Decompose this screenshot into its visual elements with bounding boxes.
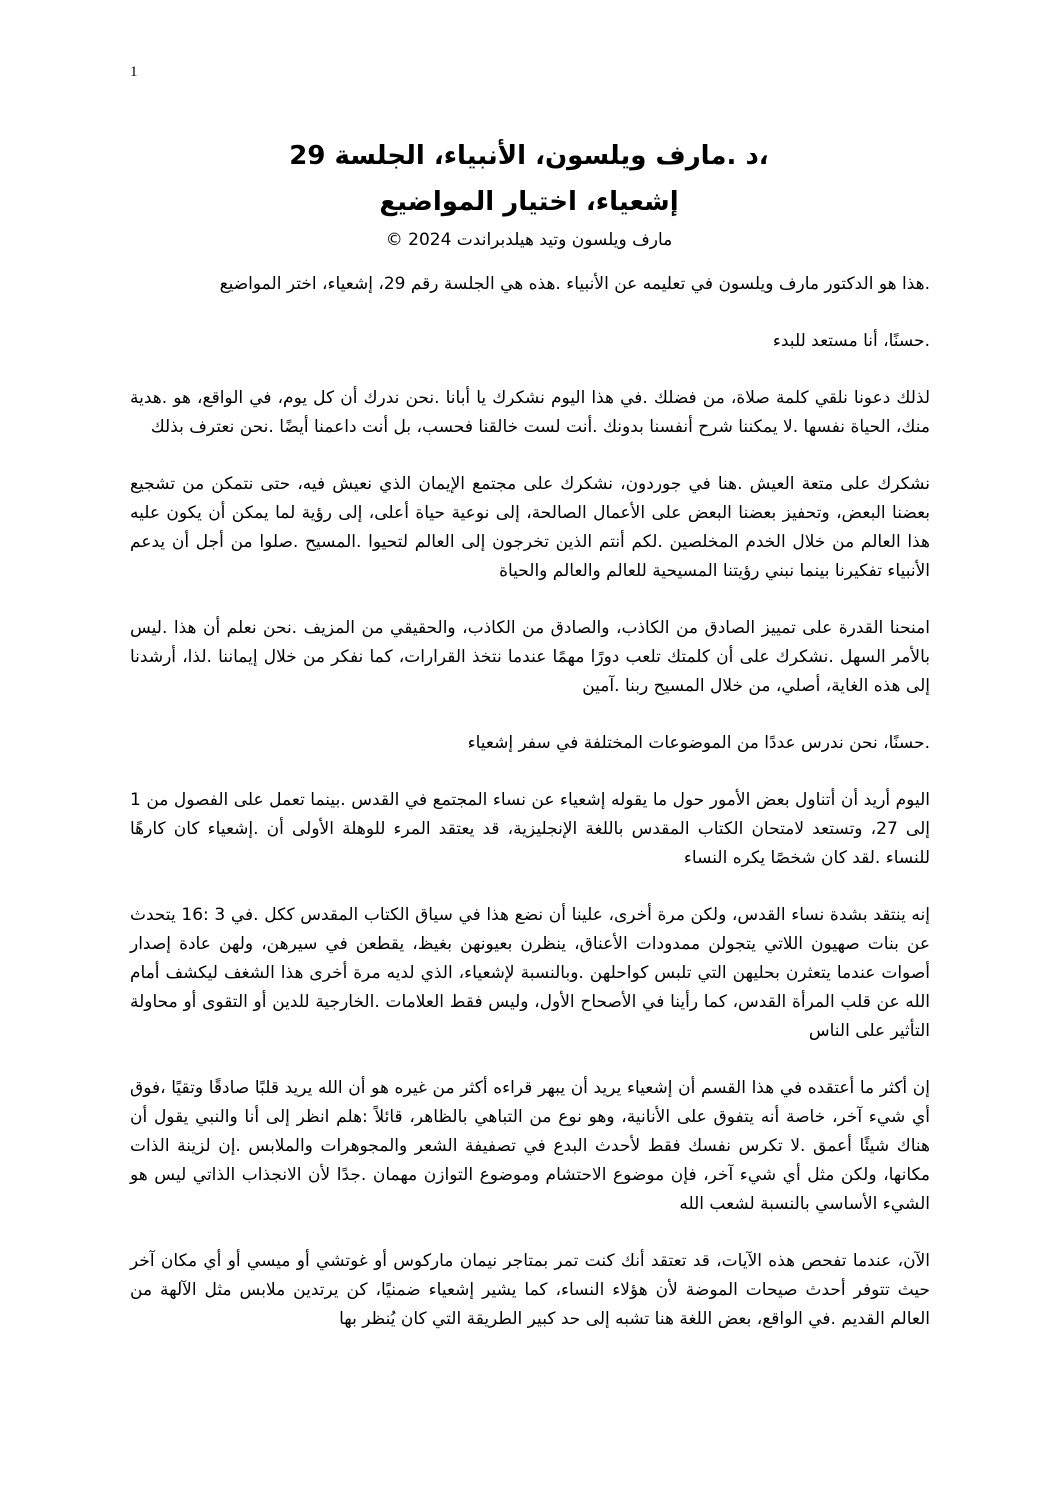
document-body bbox=[130, 270, 930, 1362]
paragraph-isaiah-3-16: إنه ينتقد بشدة نساء القدس، ولكن مرة أخرى، علينا أن نضع هذا في سياق الكتاب المقدس ككل .في 3 :16 يتحدث عن بنات صهيون اللاتي يتجولن ممدودات الأعناق، ينظرن بعيونهن بغيظ، يقطعن في سيرهن، ولهن عادة إصدار أصوات عندما يتعثرن بحليهن التي تلبس كواحلهن .وبالنسبة لإشعياء، الذي لديه مرة أخرى هذا الشغف ليكشف أمام الله عن قلب المرأة القدس، كما رأينا في الأصحاح الأول، وليس فقط العلامات .الخارجية للدين أو التقوى أو محاولة التأثير على الناس bbox=[130, 905, 930, 1041]
paragraph-prayer-3: امنحنا القدرة على تمييز الصادق من الكاذب، والصادق من الكاذب، والحقيقي من المزيف .نحن نعلم أن هذا .ليس بالأمر السهل .نشكرك على أن كلمتك تلعب دورًا مهمًا عندما نتخذ القرارات، كما نفكر من خلال إيماننا .لذا، أرشدنا إلى هذه الغاية، أصلي، من خلال المسيح ربنا .آمين bbox=[130, 618, 930, 696]
document-header bbox=[140, 133, 918, 253]
paragraph-ready: .حسنًا، أنا مستعد للبدء bbox=[772, 331, 930, 351]
document-title-line-1: ،د .مارف ويلسون، الأنبياء، الجلسة 29 bbox=[289, 141, 769, 171]
paragraph-prayer-2: نشكرك على متعة العيش .هنا في جوردون، نشكرك على مجتمع الإيمان الذي نعيش فيه، حتى نتمكن من تشجيع بعضنا البعض، وتحفيز بعضنا البعض على الأعمال الصالحة، إلى نوعية حياة أعلى، إلى رؤية لما يمكن أن يكون عليه هذا العالم من خلال الخدم المخلصين .لكم أنتم الذين تخرجون إلى العالم لتحيوا .المسيح .صلوا من أجل أن يدعم الأنبياء تفكيرنا بينما نبني رؤيتنا المسيحية للعالم والعالم والحياة bbox=[130, 474, 930, 581]
paragraph-topics: .حسنًا، نحن ندرس عددًا من الموضوعات المختلفة في سفر إشعياء bbox=[467, 733, 930, 753]
document-title-line-2: إشعياء، اختيار المواضيع bbox=[379, 187, 679, 217]
paragraph-sincere-heart: إن أكثر ما أعتقده في هذا القسم أن إشعياء يريد أن يبهر قراءه أكثر من غيره هو أن الله يريد قلبًا صادقًا وتقيًا ،فوق أي شيء آخر، خاصة أنه يتفوق على الأنانية، وهو نوع من التباهي بالظاهر، قائلاً :هلم انظر إلى أنا والنبي يقول أن هناك شيئًا أعمق .لا تكرس نفسك فقط لأحدث البدع في تصفيفة الشعر والمجوهرات والملابس .إن لزينة الذات مكانها، ولكن مثل أي شيء آخر، فإن موضوع الاحتشام وموضوع التوازن مهمان .جدًا لأن الانجذاب الذاتي ليس هو الشيء الأساسي بالنسبة لشعب الله bbox=[130, 1078, 930, 1214]
page-number: 1 bbox=[130, 64, 138, 80]
copyright-notice: مارف ويلسون وتيد هيلدبراندت 2024 © bbox=[385, 230, 673, 250]
paragraph-prayer-1: لذلك دعونا نلقي كلمة صلاة، من فضلك .في هذا اليوم نشكرك يا أبانا .نحن ندرك أن كل يوم، في الواقع، هو .هدية منك، الحياة نفسها .لا يمكننا شرح أنفسنا بدونك .أنت لست خالقنا فحسب، بل أنت داعمنا أيضًا .نحن نعترف بذلك bbox=[130, 388, 930, 437]
paragraph-fashion: الآن، عندما تفحص هذه الآيات، قد تعتقد أنك كنت تمر بمتاجر نيمان ماركوس أو غوتشي أو ميسي أو أي مكان آخر حيث تتوفر أحدث صيحات الموضة لأن هؤلاء النساء، كما يشير إشعياء ضمنيًا، كن يرتدين ملابس مثل الآلهة من العالم القديم .في الواقع، بعض اللغة هنا تشبه إلى حد كبير الطريقة التي كان يُنظر بها bbox=[130, 1251, 930, 1329]
paragraph-women-jerusalem: اليوم أريد أن أتناول بعض الأمور حول ما يقوله إشعياء عن نساء المجتمع في القدس .بينما تعمل على الفصول من 1 إلى 27، وتستعد لامتحان الكتاب المقدس باللغة الإنجليزية، قد يعتقد المرء للوهلة الأولى أن .إشعياء كان كارهًا للنساء .لقد كان شخصًا يكره النساء bbox=[130, 790, 930, 868]
paragraph-intro: .هذا هو الدكتور مارف ويلسون في تعليمه عن الأنبياء .هذه هي الجلسة رقم 29، إشعياء، اختر المواضيع bbox=[219, 274, 930, 294]
